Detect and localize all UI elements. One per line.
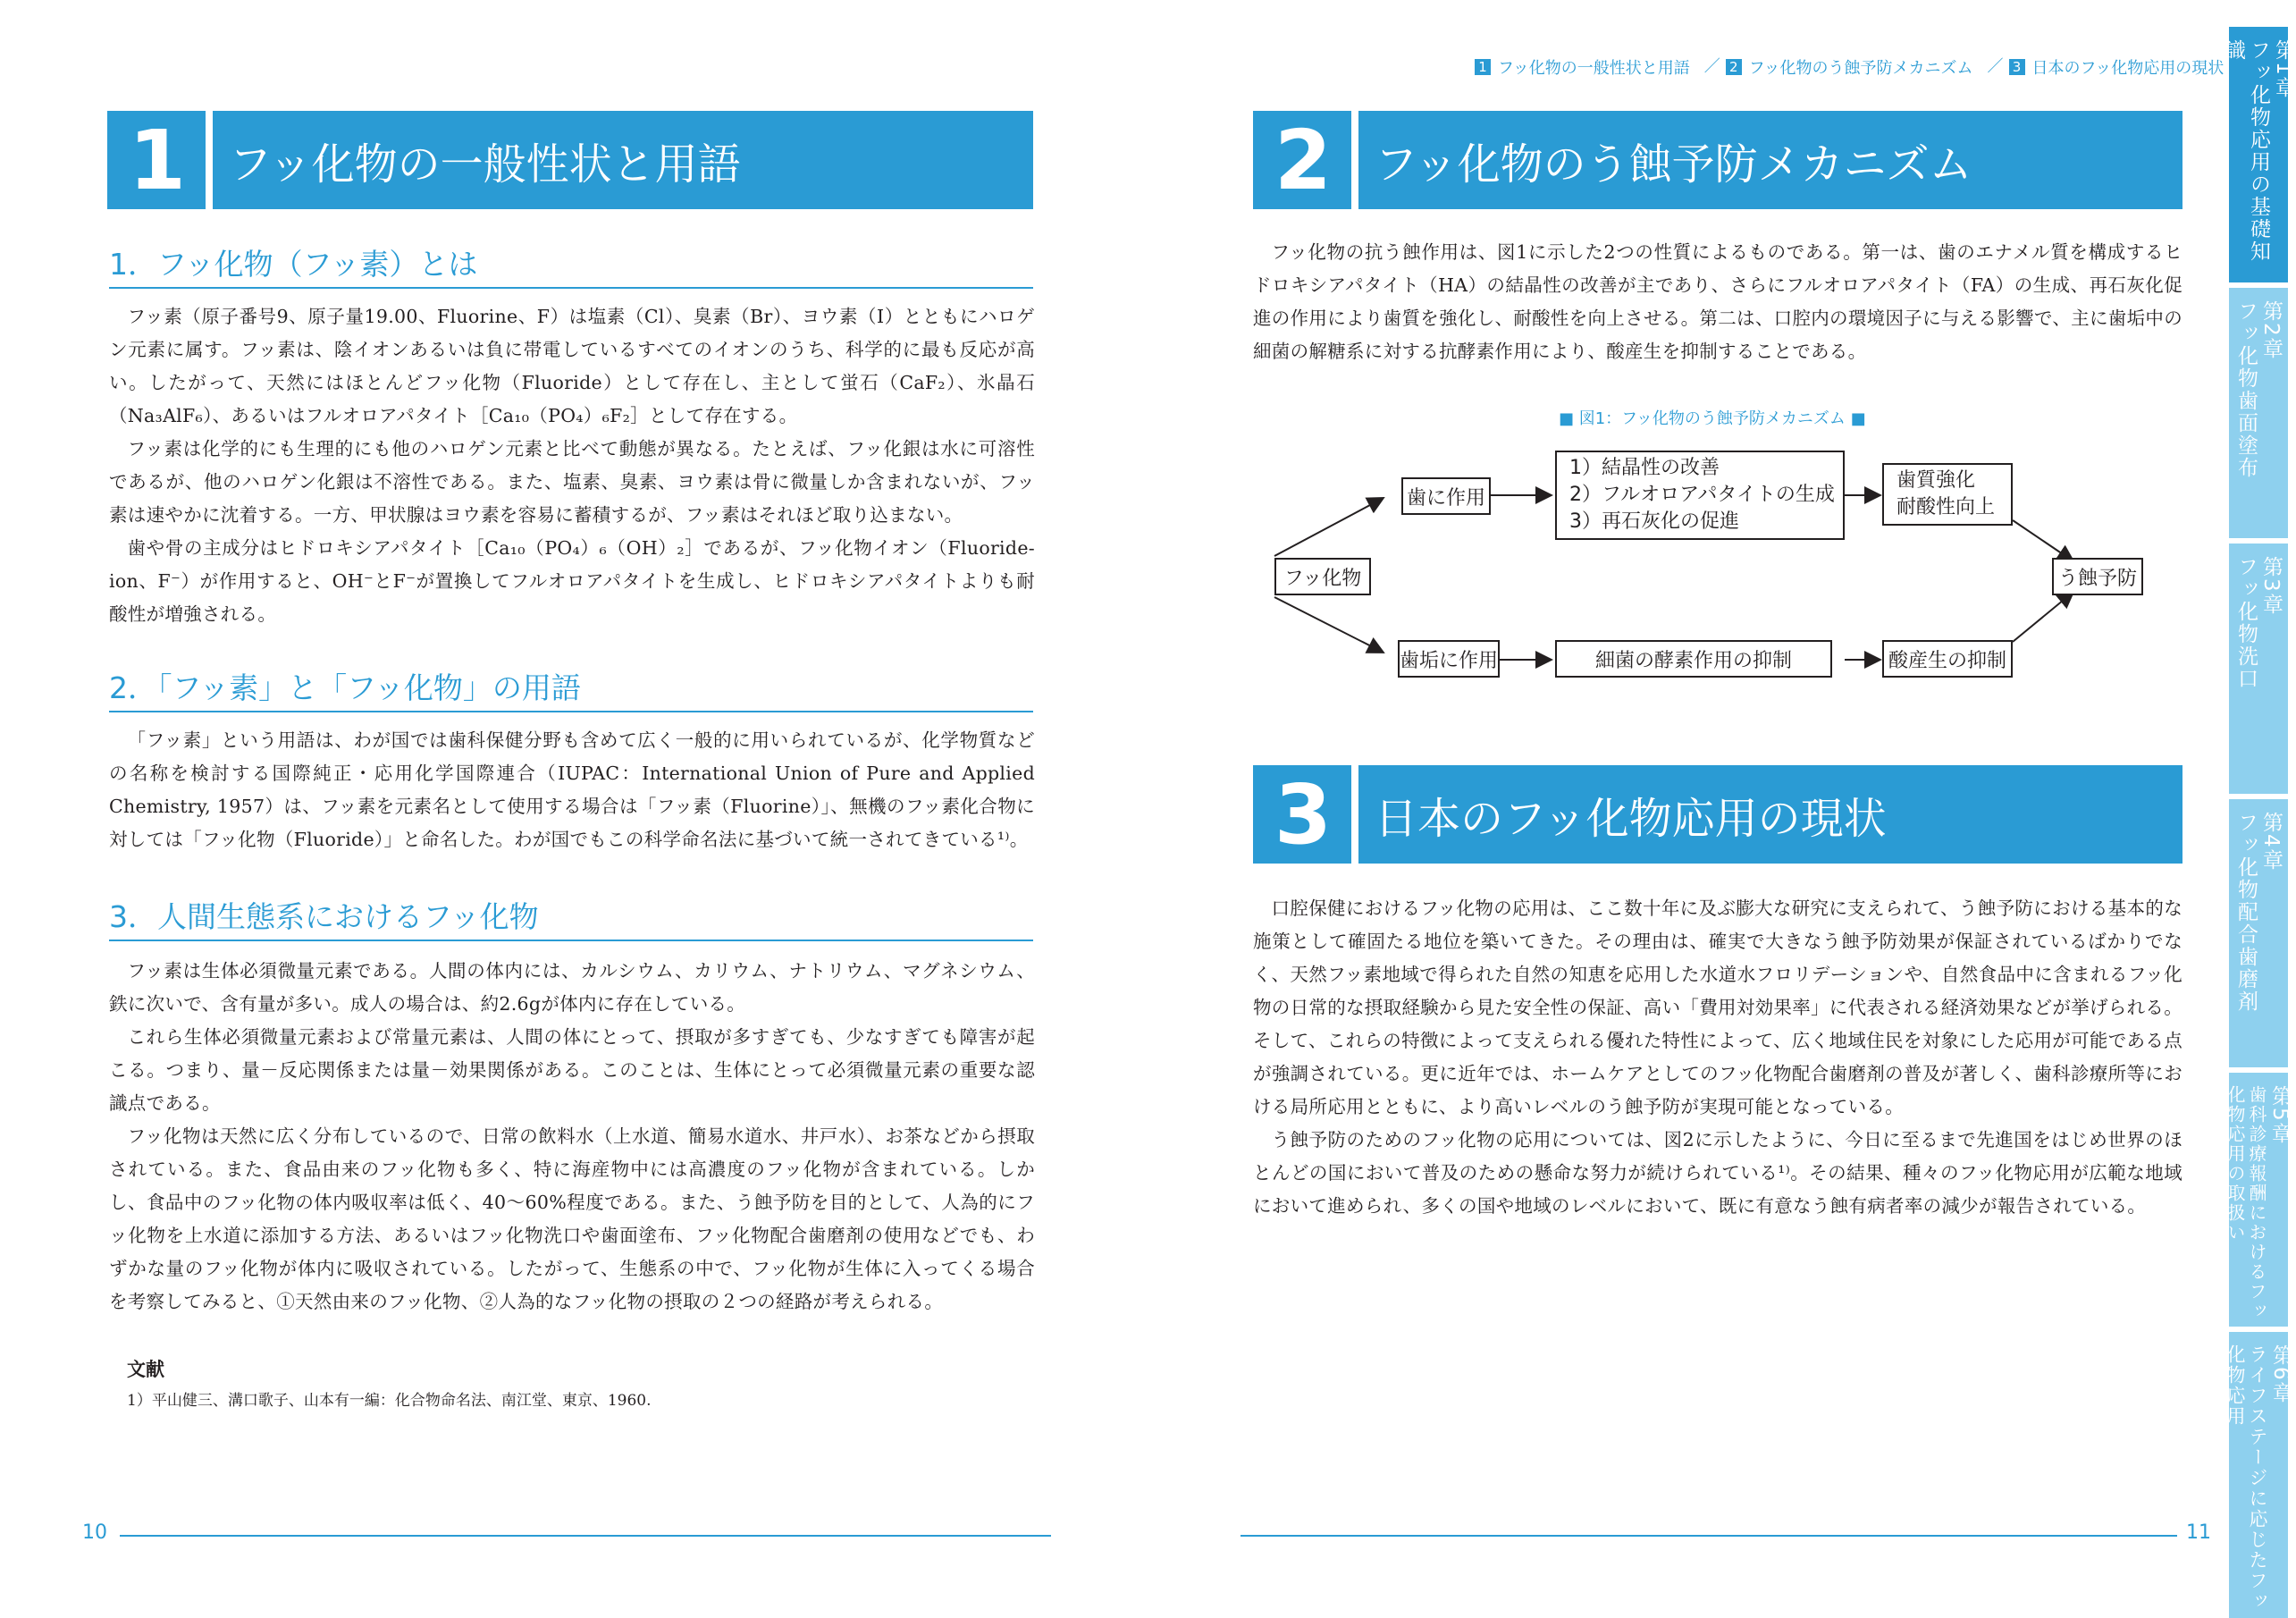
arrow-acid-prevention bbox=[2013, 592, 2073, 642]
node-fluoride: フッ化物 bbox=[1274, 558, 1371, 595]
subsection-2-body bbox=[109, 724, 1035, 856]
paragraph: フッ素（原子番号9、原子量19.00、Fluorine、F）は塩素（Cl）、臭素（Br）、ヨウ素（I）とともにハロゲン元素に属す。フッ素は、陰イオンあるいは負に帯電しているすべてのイオンのうち、科学的に最も反応が高い。したがって、天然にはほとんどフッ化物（Fluoride）として存在し、主として蛍石（CaF₂）、氷晶石（Na₃AlF₆）、あるいはフルオロアパタイト［Ca₁₀（PO₄）₆F₂］として存在する。 bbox=[109, 306, 1035, 426]
node-prevention: う蝕予防 bbox=[2052, 558, 2143, 595]
references-title: 文献 bbox=[127, 1359, 164, 1380]
running-header-text: フッ化物の一般性状と用語 bbox=[1498, 59, 1690, 78]
effect-item: 3）再石灰化の促進 bbox=[1569, 510, 1739, 533]
paragraph: これら生体必須微量元素および常量元素は、人間の体にとって、摂取が多すぎても、少なすぎても障害が起こる。つまり、量－反応関係または量－効果関係がある。このことは、生体にとって必須微量元素の重要な認識点である。 bbox=[109, 1026, 1035, 1114]
subsection-3-title: 3．人間生態系におけるフッ化物 bbox=[109, 894, 1033, 941]
left-page bbox=[0, 0, 1144, 1618]
chapter-tab-title: フッ化物洗口 bbox=[2234, 556, 2258, 690]
chapter-tab-3[interactable] bbox=[2229, 544, 2288, 794]
node-act-tooth: 歯に作用 bbox=[1401, 477, 1491, 515]
chapter-tab-5[interactable] bbox=[2225, 1073, 2292, 1327]
paragraph: 歯や骨の主成分はヒドロキシアパタイト［Ca₁₀（PO₄）₆（OH）₂］であるが、フッ化物イオン（Fluoride-ion、F⁻）が作用すると、OH⁻とF⁻が置換してフルオロアパタイトを生成し、ヒドロキシアパタイトよりも耐酸性が増強される。 bbox=[109, 537, 1035, 625]
section-title: フッ化物のう蝕予防メカニズム bbox=[1358, 111, 2182, 209]
strengthen-item: 耐酸性向上 bbox=[1897, 496, 1996, 518]
node-effects bbox=[1555, 451, 1845, 540]
subsection-2-title: 2．「フッ素」と「フッ化物」の用語 bbox=[109, 665, 1033, 712]
node-act-plaque: 歯垢に作用 bbox=[1398, 640, 1500, 678]
paragraph: 「フッ素」という用語は、わが国では歯科保健分野も含めて広く一般的に用いられているが、化学物質などの名称を検討する国際純正・応用化学国際連合（IUPAC：International Union of Pure and Applied Chemistry, 1957）は、フッ素を元素名として使用する場合は「フッ素（Fluorine）」、無機のフッ素化合物に対しては「フッ化物（Fluoride）」と命名した。わが国でもこの科学命名法に基づいて統一されてきている¹⁾。 bbox=[109, 729, 1035, 850]
page-number: 10 bbox=[82, 1521, 107, 1544]
arrow-to-tooth bbox=[1274, 498, 1383, 556]
chapter-tab-6[interactable] bbox=[2225, 1332, 2292, 1618]
chapter-tab-number: 第4章 bbox=[2259, 812, 2283, 872]
section-3-body bbox=[1253, 892, 2182, 1223]
chapter-tab-number: 第6章 bbox=[2269, 1344, 2292, 1404]
paragraph: フッ化物は天然に広く分布しているので、日常の飲料水（上水道、簡易水道水、井戸水）、お茶などから摂取されている。また、食品由来のフッ化物も多く、特に海産物中には高濃度のフッ化物が含まれている。しかし、食品中のフッ化物の体内吸収率は低く、40〜60%程度である。また、う蝕予防を目的として、人為的にフッ化物を上水道に添加する方法、あるいはフッ化物洗口や歯面塗布、フッ化物配合歯磨剤の使用などでも、わずかな量のフッ化物が体内に吸収されている。したがって、生態系の中で、フッ化物が生体に入ってくる場合を考察してみると、①天然由来のフッ化物、②人為的なフッ化物の摂取の２つの経路が考えられる。 bbox=[109, 1125, 1035, 1312]
chapter-tab-number: 第1章 bbox=[2272, 39, 2295, 99]
node-acid: 酸産生の抑制 bbox=[1882, 640, 2013, 678]
paragraph: う蝕予防のためのフッ化物の応用については、図2に示したように、今日に至るまで先進国をはじめ世界のほとんどの国において普及のための懸命な努力が続けられている¹⁾。その結果、種々のフッ化物応用が広範な地域において進められ、多くの国や地域のレベルにおいて、既に有意なう蝕有病者率の減少が報告されている。 bbox=[1253, 1129, 2182, 1217]
strengthen-item: 歯質強化 bbox=[1897, 469, 1976, 492]
chapter-tab-title: 歯科診療報酬におけるフッ化物応用の取扱い bbox=[2225, 1085, 2267, 1321]
figure-1-connectors bbox=[1144, 0, 2288, 733]
running-header-num: 3 bbox=[2009, 59, 2025, 75]
subsection-1-body bbox=[109, 300, 1035, 631]
section-title: フッ化物の一般性状と用語 bbox=[213, 111, 1033, 209]
running-header-separator: ／ bbox=[1987, 57, 2004, 76]
section-3-heading bbox=[1253, 765, 2182, 864]
running-header-num: 1 bbox=[1475, 59, 1491, 75]
section-number: 3 bbox=[1253, 765, 1351, 864]
paragraph: フッ素は化学的にも生理的にも他のハロゲン元素と比べて動態が異なる。たとえば、フッ化銀は水に可溶性であるが、他のハロゲン化銀は不溶性である。また、塩素、臭素、ヨウ素は骨に微量しか含まれないが、フッ素は速やかに沈着する。一方、甲状腺はヨウ素を容易に蓄積するが、フッ素はそれほど取り込まない。 bbox=[109, 438, 1035, 526]
section-title: 日本のフッ化物応用の現状 bbox=[1358, 765, 2182, 864]
chapter-tab-number: 第2章 bbox=[2259, 300, 2283, 360]
chapter-tab-title: フッ化物配合歯磨剤 bbox=[2234, 812, 2258, 1013]
references bbox=[127, 1355, 1021, 1410]
chapter-tab-4[interactable] bbox=[2229, 799, 2288, 1067]
chapter-tab-number: 第5章 bbox=[2268, 1085, 2292, 1145]
page-number: 11 bbox=[2186, 1521, 2211, 1544]
node-strengthen bbox=[1882, 463, 2013, 526]
paragraph: 口腔保健におけるフッ化物の応用は、ここ数十年に及ぶ膨大な研究に支えられて、う蝕予防における基本的な施策として確固たる地位を築いてきた。その理由は、確実で大きなう蝕予防効果が保証されているばかりでなく、天然フッ素地域で得られた自然の知恵を応用した水道水フロリデーションや、自然食品中に含まれるフッ化物の日常的な摂取経験から見た安全性の保証、高い「費用対効果率」に代表される経済効果などが挙げられる。そして、これらの特徴によって支えられる優れた特性によって、広く地域住民を対象にした応用が可能である点が強調されている。更に近年では、ホームケアとしてのフッ化物配合歯磨剤の普及が著しく、歯科診療所等における局所応用とともに、より高いレベルのう蝕予防が実現可能となっている。 bbox=[1253, 897, 2182, 1117]
chapter-tab-title: フッ化物歯面塗布 bbox=[2234, 300, 2258, 479]
section-number: 1 bbox=[107, 111, 206, 209]
running-header-separator: ／ bbox=[1703, 57, 1720, 76]
footer-rule bbox=[120, 1535, 1051, 1537]
chapter-tab-title: ライフステージに応じたフッ化物応用 bbox=[2225, 1344, 2268, 1612]
subsection-1-title: 1．フッ化物（フッ素）とは bbox=[109, 241, 1033, 289]
chapter-tab-number: 第3章 bbox=[2259, 556, 2283, 616]
running-header-num: 2 bbox=[1726, 59, 1742, 75]
paragraph: フッ化物の抗う蝕作用は、図1に示した2つの性質によるものである。第一は、歯のエナメル質を構成するヒドロキシアパタイト（HA）の結晶性の改善が主であり、さらにフルオロアパタイト（FA）の生成、再石灰化促進の作用により歯質を強化し、耐酸性を向上させる。第二は、口腔内の環境因子に与える影響で、主に歯垢中の細菌の解糖系に対する抗酵素作用により、酸産生を抑制することである。 bbox=[1253, 241, 2182, 362]
chapter-tab-1[interactable] bbox=[2222, 27, 2295, 282]
running-header-text: 日本のフッ化物応用の現状 bbox=[2031, 59, 2225, 78]
paragraph: フッ素は生体必須微量元素である。人間の体内には、カルシウム、カリウム、ナトリウム、マグネシウム、鉄に次いで、含有量が多い。成人の場合は、約2.6gが体内に存在している。 bbox=[109, 960, 1035, 1015]
arrow-to-plaque bbox=[1274, 597, 1383, 653]
footer-rule bbox=[1241, 1535, 2177, 1537]
section-number: 2 bbox=[1253, 111, 1351, 209]
chapter-tab-title: フッ化物応用の基礎知識 bbox=[2222, 39, 2270, 263]
effect-item: 2）フルオロアパタイトの生成 bbox=[1569, 484, 1835, 506]
section-1-heading bbox=[107, 111, 1033, 209]
figure-1-title: ■ 図1：フッ化物のう蝕予防メカニズム ■ bbox=[1559, 409, 1866, 428]
arrow-strengthen-prevention bbox=[2013, 520, 2073, 561]
chapter-tab-2[interactable] bbox=[2229, 288, 2288, 538]
right-page bbox=[1144, 0, 2288, 1618]
running-header-text: フッ化物のう蝕予防メカニズム bbox=[1748, 59, 1973, 78]
node-enzyme: 細菌の酵素作用の抑制 bbox=[1555, 640, 1832, 678]
effect-item: 1）結晶性の改善 bbox=[1569, 457, 1720, 479]
reference-item: 1）平山健三、溝口歌子、山本有一編：化合物命名法、南江堂、東京、1960. bbox=[127, 1392, 652, 1410]
subsection-3-body bbox=[109, 955, 1035, 1319]
